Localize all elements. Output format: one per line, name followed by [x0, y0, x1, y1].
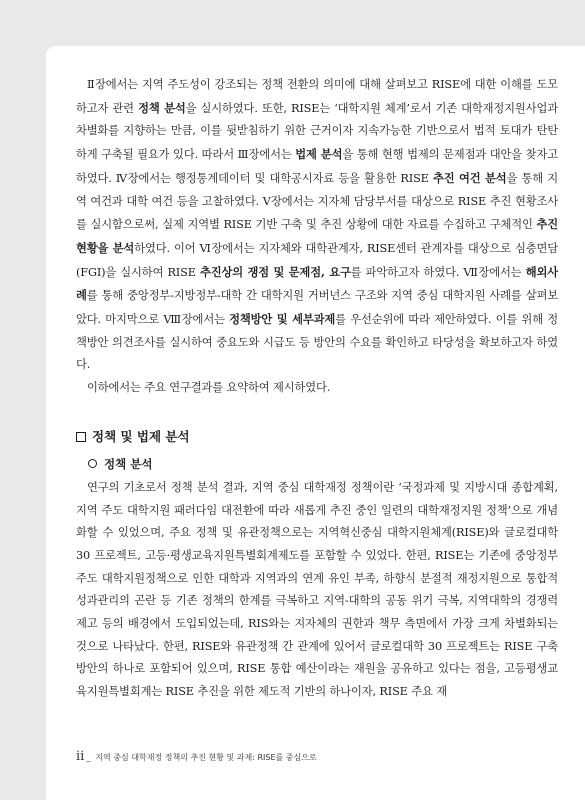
square-bullet-icon [76, 432, 86, 442]
emphasis-text: 추진상의 쟁점 및 문제점, 요구 [199, 264, 351, 279]
emphasis-text: 추진 현황을 분석 [76, 217, 558, 255]
text-run: 를 우선순위에 따라 제안하였다. 이를 위해 정책방안 의견조사를 실시하여 중요도와 시급도 등 방안의 수요를 확인하고 타당성을 확보하고자 하였다. [76, 313, 558, 372]
page-number: ii [76, 749, 85, 764]
sub-heading-text: 정책 분석 [104, 456, 153, 471]
sub-heading [88, 454, 558, 474]
policy-paragraph: 연구의 기초로서 정책 분석 결과, 지역 중심 대학재정 정책이란 ‘국정과제 및 지방시대 종합계획, 지역 주도 대학지원 패러다임 대전환에 따라 새롭게 추진 중인 일련의 대학재정지원 정책’으로 개념화할 수 있었으며, 주요 정책 및 유관정책으로는 지역혁신중심 대학지원체계(RISE)와 글로컬대학 30 프로젝트, 고등·평생교육지원특별회계제도를 포함할 수 있었다. 한편, RISE는 기존에 중앙정부 주도 대학지원정책으로 인한 대학과 지역과의 연계 유인 부족, 하향식 분절적 재정지원으로 통합적 성과관리의 곤란 등 기존 정책의 한계를 극복하고 지역-대학의 공동 위기 극복, 지역대학의 경쟁력 제고 등의 배경에서 도입되었는데, RIS와는 지자체의 권한과 책무 측면에서 가장 크게 차별화되는 것으로 나타났다. 한편, RISE와 유관정책 간 관계에 있어서 글로컬대학 30 프로젝트는 RISE 구축 방안의 하나로 포함되어 있으며, RISE 통합 예산이라는 재원을 공유하고 있다는 점을, 고등평생교육지원특별회계는 RISE 추진을 위한 제도적 기반의 하나이자, RISE 주요 재 [76, 480, 558, 699]
text-run: 을 통해 현행 법제의 문제점과 대안을 찾자고 하였다. Ⅳ장에서는 행정통계데이터 및 대학공시자료 등을 활용한 RISE [76, 148, 558, 185]
text-run: 를 통해 중앙정부-지방정부-대학 간 대학지원 거버넌스 구조와 지역 중심 대학지원 사례를 살펴보았다. 마지막으로 Ⅷ장에서는 [76, 289, 558, 327]
intro-section [76, 74, 558, 400]
emphasis-text: 정책 분석 [138, 100, 186, 115]
footer-separator: _ [86, 753, 91, 762]
text-run: 하였다. 이어 Ⅵ장에서는 지자체와 대학관계자, RISE센터 관계자를 대상으로 심층면담(FGI)을 실시하여 RISE [76, 241, 558, 279]
circle-bullet-icon [88, 459, 97, 468]
intro-paragraph [76, 74, 558, 377]
document-page [46, 46, 585, 800]
section-heading [76, 427, 558, 447]
text-run: Ⅱ장에서는 지역 주도성이 강조되는 정책 전환의 의미에 대해 살펴보고 RISE에 대한 이해를 도모하고자 관련 [76, 78, 558, 115]
emphasis-text: 법제 분석 [295, 147, 343, 162]
page-content [76, 74, 558, 704]
emphasis-text: 정책방안 및 세부과제 [229, 312, 336, 327]
running-title: 지역 중심 대학재정 정책의 추진 현황 및 과제: RISE를 중심으로 [95, 753, 317, 762]
emphasis-text: 추진 여건 분석 [432, 170, 507, 185]
page-footer [76, 749, 317, 764]
intro-paragraph [76, 377, 558, 400]
section-heading-text: 정책 및 법제 분석 [92, 428, 190, 444]
emphasis-text: 해외사례 [76, 264, 558, 303]
text-run: 을 실시하였다. 또한, RISE는 ‘대학지원 체계’로서 기존 대학재정지원사업과 차별화를 지향하는 만큼, 이를 뒷받침하기 위한 근거이자 지속가능한 기반으로서 법적 토대가 탄탄하게 구축될 필요가 있다. 따라서 Ⅲ장에서는 [76, 101, 558, 162]
text-run: 이하에서는 주요 연구결과를 요약하여 제시하였다. [87, 381, 331, 395]
text-run: 을 통해 지역 여건과 대학 여건 등을 고찰하였다. Ⅴ장에서는 지자체 담당부서를 대상으로 RISE 추진 현황조사를 실시함으로써, 실제 지역별 RISE 기반 구축 및 추진 상황에 대한 자료를 수집하고 구체적인 [76, 171, 558, 232]
text-run: 를 파악하고자 하였다. Ⅶ장에서는 [350, 265, 526, 279]
